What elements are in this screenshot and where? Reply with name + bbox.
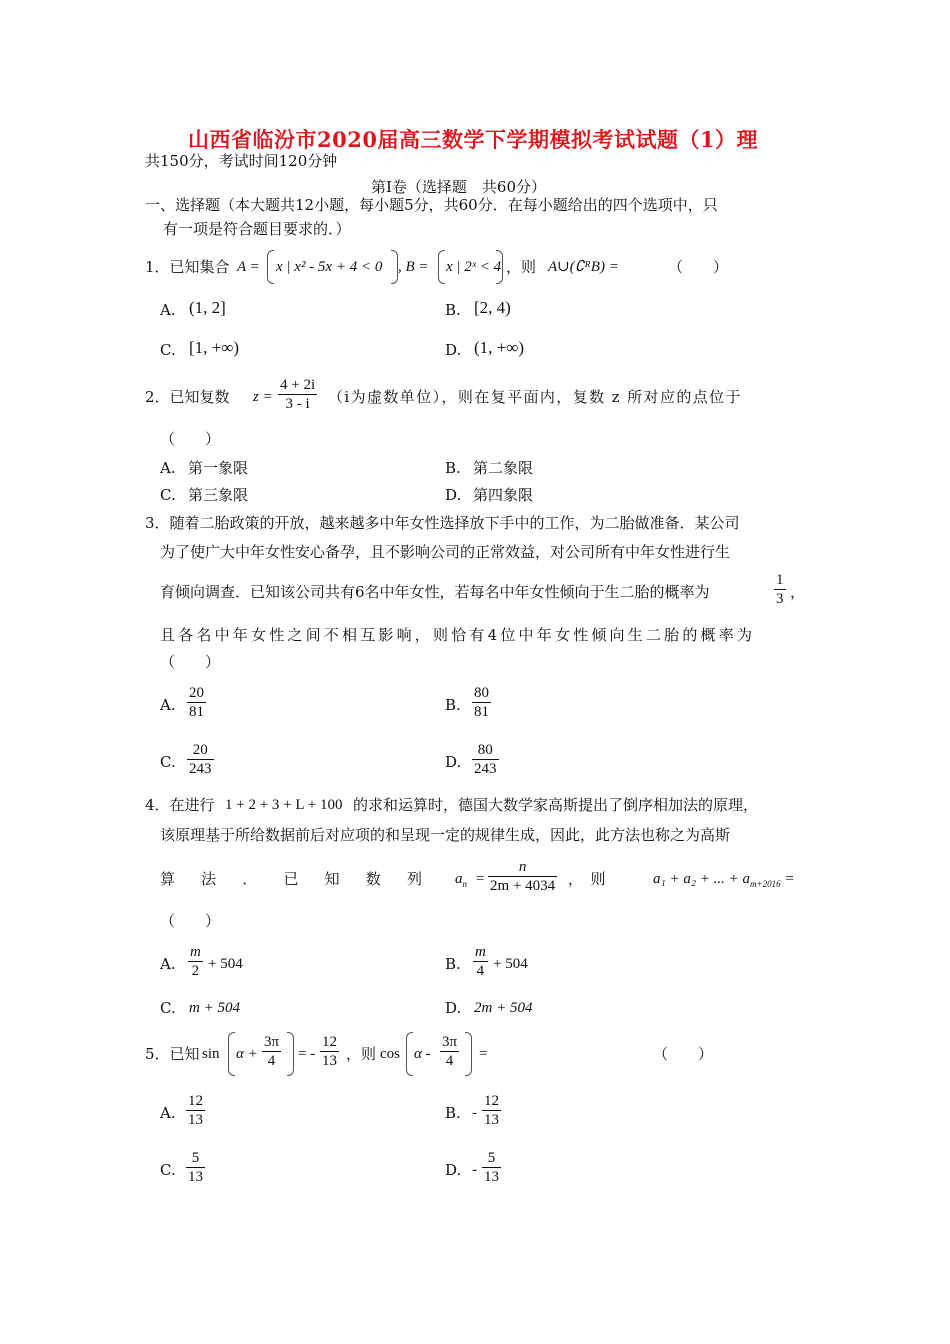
q3-option-b bbox=[472, 684, 491, 721]
q4-line1-pre: 4．在进行 bbox=[145, 796, 215, 814]
q4-word: 数 bbox=[365, 870, 381, 888]
q5-option-c-num: 5 bbox=[191, 1150, 200, 1166]
q3-comma: ， bbox=[790, 583, 806, 601]
section-instructions-line1: 一、选择题（本大题共12小题，每小题5分，共60分．在每小题给出的四个选项中，只 bbox=[145, 196, 718, 214]
q4-word: 列 bbox=[406, 870, 422, 888]
q1-brace-right-b bbox=[496, 250, 503, 284]
q5-frac-3 bbox=[440, 1033, 459, 1070]
q4-option-c-letter: C. bbox=[160, 999, 176, 1017]
q3-option-d-letter: D. bbox=[445, 753, 462, 771]
q4-fraction bbox=[488, 858, 557, 895]
q1-set-a-label: A = bbox=[237, 259, 260, 275]
q2-z-eq: z = bbox=[253, 389, 273, 405]
q4-line2: 该原理基于所给数据前后对应项的和呈现一定的规律生成，因此，此方法也称之为高斯 bbox=[160, 826, 731, 844]
q5-option-c-den: 13 bbox=[188, 1169, 203, 1185]
q2-option-a: 第一象限 bbox=[188, 459, 249, 477]
q1-option-c: [1, +∞) bbox=[189, 338, 240, 357]
q4-line1-post: 的求和运算时，德国大数学家高斯提出了倒序相加法的原理， bbox=[353, 796, 759, 814]
q1-tail: ，则 bbox=[506, 258, 537, 276]
q1-set-a: x | x² - 5x + 4 < 0 bbox=[276, 259, 383, 275]
q2-fraction bbox=[278, 376, 317, 413]
q4-word: ． bbox=[242, 870, 258, 888]
q3-option-b-letter: B. bbox=[445, 696, 461, 714]
q5-sin: sin bbox=[202, 1046, 220, 1062]
q5-frac-1 bbox=[262, 1033, 281, 1070]
q4-option-b-num: m bbox=[475, 944, 486, 960]
q5-cos: cos bbox=[380, 1046, 400, 1062]
q2-option-d-letter: D. bbox=[445, 486, 462, 504]
q4-option-a-num: m bbox=[190, 944, 201, 960]
q5-option-d-den: 13 bbox=[484, 1169, 499, 1185]
q1-option-a: (1, 2] bbox=[189, 298, 226, 317]
q3-answer-paren: （ ） bbox=[160, 653, 221, 671]
q3-line1: 3．随着二胎政策的开放，越来越多中年女性选择放下手中的工作，为二胎做准备．某公司 bbox=[145, 514, 740, 532]
q4-line1-expr: 1 + 2 + 3 + L + 100 bbox=[225, 797, 343, 813]
q3-option-d-num: 80 bbox=[477, 742, 493, 758]
q3-option-a-letter: A. bbox=[160, 696, 176, 714]
q2-option-d: 第四象限 bbox=[473, 486, 534, 504]
q5-eq: = bbox=[479, 1046, 488, 1062]
q5-answer-paren: （ ） bbox=[653, 1045, 714, 1063]
q4-line3-words bbox=[160, 869, 422, 889]
q3-option-a-num: 20 bbox=[189, 685, 204, 701]
q5-option-a-letter: A. bbox=[160, 1104, 176, 1122]
q4-an-base: a bbox=[455, 871, 463, 887]
q3-option-c-letter: C. bbox=[160, 753, 176, 771]
q4-option-b-den: 4 bbox=[476, 963, 485, 979]
q3-line4: 且各名中年女性之间不相互影响，则恰有4位中年女性倾向生二胎的概率为 bbox=[160, 626, 756, 644]
q3-line3: 育倾向调查．已知该公司共有6名中年女性，若每名中年女性倾向于生二胎的概率为 bbox=[160, 583, 710, 601]
q2-frac-den: 3 - i bbox=[285, 396, 310, 412]
q3-option-c-num: 20 bbox=[192, 742, 208, 758]
q3-option-a bbox=[187, 684, 206, 721]
q5-option-a-den: 13 bbox=[188, 1112, 203, 1128]
q4-option-a-frac bbox=[188, 943, 203, 980]
q1-option-a-letter: A. bbox=[160, 301, 176, 319]
q5-then: ，则 bbox=[346, 1045, 377, 1063]
q5-option-b-den: 13 bbox=[484, 1112, 499, 1128]
q4-option-c: m + 504 bbox=[189, 1000, 240, 1016]
q1-set-b: x | 2ˣ < 4 bbox=[446, 259, 502, 275]
q4-sum-eq: = bbox=[784, 871, 795, 887]
q5-option-c bbox=[186, 1149, 205, 1186]
q5-f2-num: 12 bbox=[322, 1034, 337, 1050]
q4-option-a-den: 2 bbox=[191, 963, 200, 979]
q3-option-d bbox=[472, 741, 499, 778]
q2-answer-paren: （ ） bbox=[160, 430, 221, 448]
q4-eq: = bbox=[476, 871, 485, 887]
q4-an bbox=[455, 869, 467, 894]
q2-option-c-letter: C. bbox=[160, 486, 176, 504]
q4-sum-expr: a₁ + a₂ + ... + a bbox=[653, 871, 751, 887]
q2-tail: （i为虚数单位），则在复平面内，复数 z 所对应的点位于 bbox=[328, 388, 742, 406]
q5-option-b bbox=[482, 1092, 501, 1129]
q5-option-d-letter: D. bbox=[445, 1161, 462, 1179]
q5-option-d bbox=[482, 1149, 501, 1186]
q5-option-a-num: 12 bbox=[188, 1093, 203, 1109]
q5-option-d-num: 5 bbox=[487, 1150, 496, 1166]
q5-paren-left-2 bbox=[406, 1032, 413, 1076]
q1-option-b: [2, 4) bbox=[474, 298, 511, 317]
q4-word: 已 bbox=[283, 870, 299, 888]
part-heading: 第Ⅰ卷（选择题 共60分） bbox=[371, 178, 547, 196]
q2-option-a-letter: A. bbox=[160, 459, 176, 477]
q1-brace-left bbox=[267, 250, 274, 284]
q2-stem: 2．已知复数 bbox=[145, 388, 230, 406]
q3-option-c-den: 243 bbox=[189, 761, 212, 777]
section-instructions-line2: 有一项是符合题目要求的．） bbox=[163, 220, 351, 238]
q3-option-c bbox=[187, 741, 214, 778]
q4-option-b-letter: B. bbox=[445, 955, 461, 973]
q5-alpha-plus: α + bbox=[236, 1046, 258, 1062]
q1-option-c-letter: C. bbox=[160, 341, 176, 359]
q4-option-d: 2m + 504 bbox=[474, 1000, 533, 1016]
q3-option-a-den: 81 bbox=[189, 704, 204, 720]
q5-f1-num: 3π bbox=[264, 1034, 280, 1050]
q5-alpha-minus: α - bbox=[414, 1046, 431, 1062]
q5-option-b-letter: B. bbox=[445, 1104, 461, 1122]
q4-sum-sub: m+2016 bbox=[750, 879, 781, 889]
q1-brace-left-b bbox=[438, 250, 445, 284]
q3-prob-den: 3 bbox=[776, 591, 784, 607]
q3-option-d-den: 243 bbox=[474, 761, 497, 777]
q4-option-a-rest: + 504 bbox=[208, 956, 243, 972]
q1-expr: A∪(∁ᴿB) = bbox=[548, 259, 619, 275]
q5-frac-2 bbox=[320, 1033, 339, 1070]
q2-option-c: 第三象限 bbox=[188, 486, 249, 504]
q5-option-b-num: 12 bbox=[484, 1093, 499, 1109]
q5-f3-den: 4 bbox=[445, 1053, 454, 1069]
q4-frac-den: 2m + 4034 bbox=[490, 878, 556, 894]
q4-sum bbox=[653, 869, 795, 894]
q5-f3-num: 3π bbox=[442, 1034, 458, 1050]
q5-paren-right-2 bbox=[465, 1032, 472, 1076]
q2-frac-num: 4 + 2i bbox=[280, 377, 316, 393]
q1-answer-paren: （ ） bbox=[668, 258, 729, 276]
q4-word: 知 bbox=[324, 870, 340, 888]
q3-line2: 为了使广大中年女性安心备孕，且不影响公司的正常效益，对公司所有中年女性进行生 bbox=[160, 543, 731, 561]
q4-an-sub: n bbox=[462, 879, 467, 889]
q5-f1-den: 4 bbox=[267, 1053, 276, 1069]
q5-option-b-sign: - bbox=[472, 1105, 477, 1121]
q5-paren-right-1 bbox=[287, 1032, 294, 1076]
q5-f2-den: 13 bbox=[322, 1053, 337, 1069]
q4-word: 法 bbox=[201, 870, 217, 888]
q5-eq-minus: = - bbox=[298, 1046, 316, 1062]
q4-option-d-letter: D. bbox=[445, 999, 462, 1017]
q1-option-d: (1, +∞) bbox=[474, 338, 525, 357]
q2-option-b-letter: B. bbox=[445, 459, 461, 477]
q1-option-b-letter: B. bbox=[445, 301, 461, 319]
q2-option-b: 第二象限 bbox=[473, 459, 534, 477]
document-title: 山西省临汾市2020届高三数学下学期模拟考试试题（1）理 bbox=[188, 127, 759, 152]
exam-meta: 共150分，考试时间120分钟 bbox=[145, 152, 338, 170]
q4-option-a-letter: A. bbox=[160, 955, 176, 973]
q4-option-b-rest: + 504 bbox=[493, 956, 528, 972]
q4-then: ， 则 bbox=[568, 870, 606, 888]
q3-option-b-den: 81 bbox=[474, 704, 489, 720]
q1-stem: 1．已知集合 bbox=[145, 258, 230, 276]
q4-word: 算 bbox=[160, 870, 176, 888]
q3-option-b-num: 80 bbox=[474, 685, 489, 701]
q1-brace-right bbox=[391, 250, 398, 284]
q5-stem: 5．已知 bbox=[145, 1045, 200, 1063]
q1-set-b-label: , B = bbox=[398, 259, 429, 275]
q5-paren-left-1 bbox=[228, 1032, 235, 1076]
q5-option-c-letter: C. bbox=[160, 1161, 176, 1179]
q4-answer-paren: （ ） bbox=[160, 912, 221, 930]
q5-option-d-sign: - bbox=[472, 1162, 477, 1178]
q4-frac-num: n bbox=[518, 859, 527, 875]
q4-option-b-frac bbox=[473, 943, 488, 980]
q1-option-d-letter: D. bbox=[445, 341, 462, 359]
q3-prob-num: 1 bbox=[776, 572, 784, 588]
q3-probability bbox=[774, 571, 786, 608]
q5-option-a bbox=[186, 1092, 205, 1129]
